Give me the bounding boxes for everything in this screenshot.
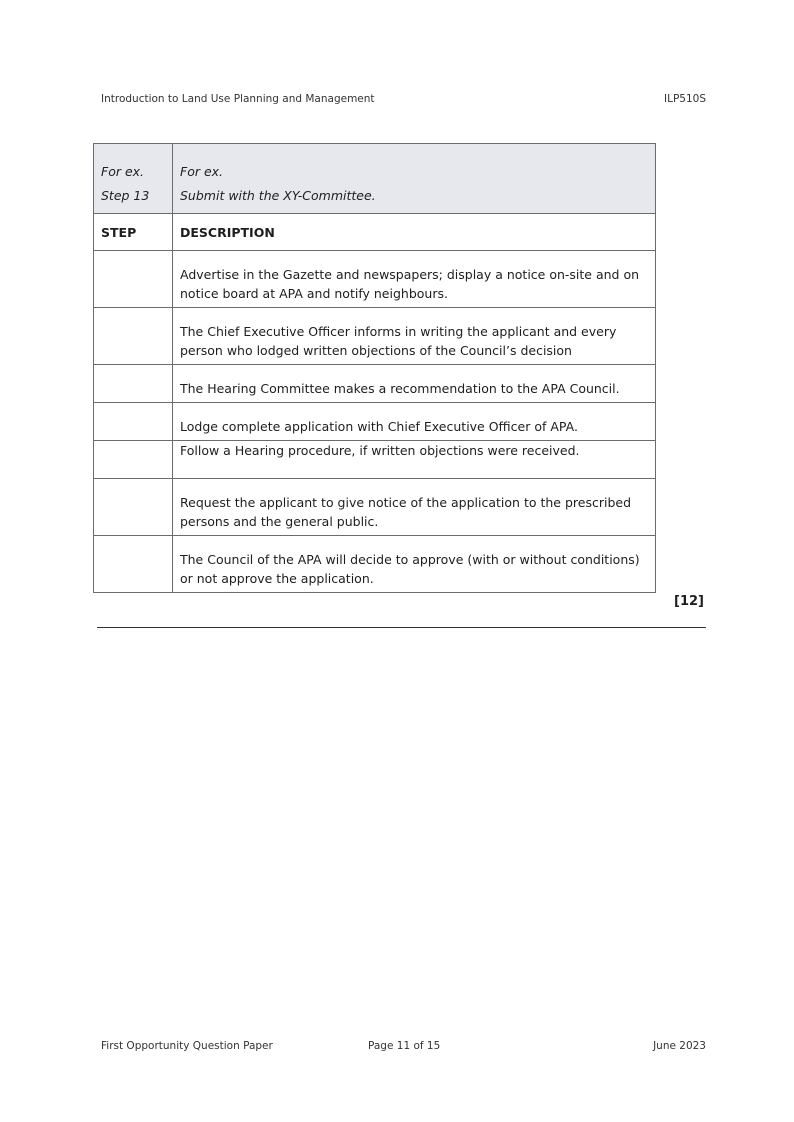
description-column-header: DESCRIPTION: [173, 214, 656, 251]
description-cell: Lodge complete application with Chief Executive Officer of APA.: [173, 403, 656, 441]
description-cell: The Council of the APA will decide to approve (with or without conditions) or not approve the application.: [173, 536, 656, 593]
table-row: [94, 308, 656, 365]
table-row: [94, 536, 656, 593]
example-row: [94, 144, 656, 214]
example-desc-line1: For ex.: [180, 164, 224, 179]
step-answer-cell[interactable]: [94, 403, 173, 441]
marks-total: [12]: [674, 594, 704, 609]
course-title: Introduction to Land Use Planning and Management: [101, 93, 375, 105]
description-cell: Advertise in the Gazette and newspapers; display a notice on-site and on notice board at APA and notify neighbours.: [173, 251, 656, 308]
section-divider: [97, 627, 706, 628]
table-header-row: [94, 214, 656, 251]
step-answer-cell[interactable]: [94, 365, 173, 403]
example-step-cell: [94, 144, 173, 214]
example-step-line2: Step 13: [101, 188, 150, 203]
table-row: [94, 365, 656, 403]
footer-page-number: Page 11 of 15: [368, 1040, 441, 1052]
table-row: [94, 403, 656, 441]
example-description-cell: [173, 144, 656, 214]
step-answer-cell[interactable]: [94, 308, 173, 365]
example-step-line1: For ex.: [101, 164, 145, 179]
description-cell: Follow a Hearing procedure, if written objections were received.: [173, 441, 656, 479]
description-cell: The Hearing Committee makes a recommendation to the APA Council.: [173, 365, 656, 403]
example-desc-line2: Submit with the XY-Committee.: [180, 188, 376, 203]
description-cell: The Chief Executive Officer informs in writing the applicant and every person who lodged written objections of the Council’s decision: [173, 308, 656, 365]
step-answer-cell[interactable]: [94, 441, 173, 479]
description-cell: Request the applicant to give notice of the application to the prescribed persons and the general public.: [173, 479, 656, 536]
table-row: [94, 441, 656, 479]
step-answer-cell[interactable]: [94, 536, 173, 593]
step-column-header: STEP: [94, 214, 173, 251]
steps-table: [93, 143, 656, 593]
course-code: ILP510S: [664, 93, 706, 105]
step-answer-cell[interactable]: [94, 479, 173, 536]
footer-paper: First Opportunity Question Paper: [101, 1040, 273, 1052]
table-row: [94, 479, 656, 536]
table-row: [94, 251, 656, 308]
step-answer-cell[interactable]: [94, 251, 173, 308]
footer-date: June 2023: [653, 1040, 706, 1052]
